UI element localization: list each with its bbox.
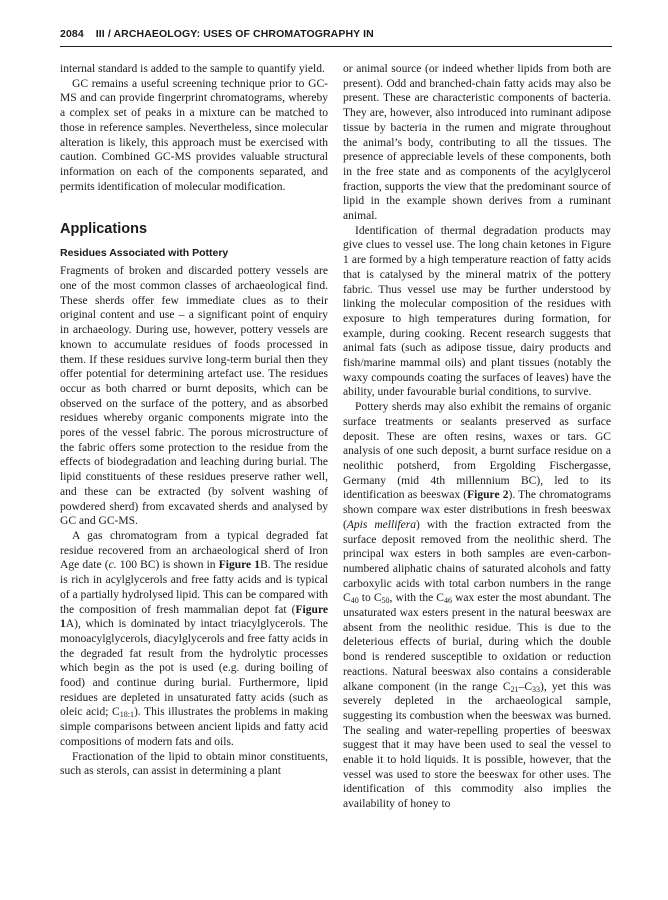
running-title: III / ARCHAEOLOGY: USES OF CHROMATOGRAPHY IN	[95, 28, 374, 40]
section-heading: Applications	[60, 221, 148, 238]
paragraph: A gas chromatogram from a typical degraded fat residue recovered from an archaeological sherd of Iron Age date (c. 100 BC) is shown in Figure 1B. The residue is rich in acylglycerols and free fatty acids and is typical of a partially hydrolysed lipid. This can be compared with the composition of fresh mammalian depot fat (Figure 1A), which is dominated by intact triacylglycerols. The monoacylglycerols, diacylglycerols and free fatty acids in the degraded fat result from the hydrolytic processes which begin as the pot is used (e.g. during boiling of food) and continue during burial. Furthermore, lipid residues are depleted in unsaturated fatty acids (such as oleic acid; $C_{18:1}$). This illustrates the problems in making simple comparisons between ancient lipids and fatty acid compositions of modern fats and oils.	[60, 529, 328, 748]
paragraph: or animal source (or indeed whether lipids from both are present). Odd and branched-chain fatty acids may also be present. These are characteristic components of bacteria. They are, however, also introduced into ruminant adipose tissue by bacteria in the rumen and migrate throughout the animal’s body, contributing to all the tissues. The presence of appreciable levels of these components, both in the free state and as components of the acylglycerol fraction, supports the view that the predominant source of lipid in the example shown derives from a ruminant animal.	[343, 63, 611, 223]
species-name: Apis mellifera	[346, 518, 417, 531]
paragraph: Fractionation of the lipid to obtain minor constituents, such as sterols, can assist in determining a plant	[60, 750, 328, 778]
left-column	[60, 62, 328, 779]
running-head	[60, 28, 612, 46]
right-column	[343, 62, 611, 812]
subsection-heading: Residues Associated with Pottery	[60, 247, 229, 260]
page-number: 2084	[60, 28, 84, 40]
paragraph: Pottery sherds may also exhibit the remains of organic surface treatments or sealants preserved as surface deposit. These are often resins, waxes or tars. GC analysis of one such deposit, a burnt surface residue on a neolithic potsherd, from Ergolding Fischergasse, Germany (mid 4th millennium BC), led to its identification as beeswax (Figure 2). The chromatograms shown compare wax ester distributions in fresh beeswax (Apis mellifera) with the fraction extracted from the surface deposit removed from the neolithic sherd. The principal wax esters in both samples are even-carbon-numbered aliphatic chains of saturated alcohols and fatty carboxylic acids with total carbon numbers in the range $C_{40}$ to $C_{50}$, with the $C_{46}$ wax ester the most abundant. The unsaturated wax esters present in the natural beeswax are absent from the neolithic residue. This is due to the deleterious effects of burial, during which the double bond is rendered susceptible to oxidation or reduction reactions. Natural beeswax also contains a considerable alkane component (in the range $C_{21}-C_{33}$), yet this was severely depleted in the archaeological sample, suggesting its combustion when the beeswax was burned. The sealing and water-repelling properties of beeswax suggest that it may have been used to seal the vessel to enable it to hold liquids. It is possible, however, that the vessel was used to store the beeswax for other uses. The identification of this commodity also implies the availability of honey to	[343, 401, 612, 811]
paragraph: Identification of thermal degradation products may give clues to vessel use. The long chain ketones in Figure 1 are formed by a high temperature reaction of fatty acids that is catalysed by the mineral matrix of the pottery fabric. Thus vessel use may be further understood by linking the molecular composition of the residues with exposure to high temperatures during formation, for example, during cooking. Recent research suggests that animal fats (such as adipose tissue, dairy products and fish/marine mammal oils) and plant tissues (notably the waxy compounds coating the surfaces of leaves) have the ability, under favourable burial conditions, to survive.	[343, 224, 611, 399]
figure-reference: Figure 1	[60, 603, 328, 631]
paragraph: GC remains a useful screening technique prior to GC-MS and can provide fingerprint chromatograms, whereby a complex set of peaks in a mixture can be matched to those in reference samples. Nevertheless, since molecular alteration is likely, this approach must be exercised with caution. Combined GC-MS provides valuable structural information on each of the components separated, and permits identification of molecular modification.	[60, 77, 328, 193]
paragraph: internal standard is added to the sample to quantify yield.	[60, 63, 325, 75]
header-rule	[60, 46, 612, 47]
paragraph: Fragments of broken and discarded pottery vessels are one of the most common classes of archaeological find. These sherds offer few immediate clues as to their original content and use – a significant point of enquiry in archaeology. During use, however, pottery vessels are known to accumulate residues of foods processed in them. If these residues survive long-term burial then they offer potential for determining artefact use. The residues occur as both charred or burnt deposits, which can be observed on the surface of the pottery, and as absorbed residues whereby organic components migrate into the pores of the vessel fabric. The porous microstructure of the fabric offers some protection to the residue from the effects of biodegradation and leaching during burial. The lipid constituents of these residues preserve rather well, and these can be extracted (by solvent washing of powdered sherd) from excavated sherds and analysed by GC and GC-MS.	[60, 265, 328, 528]
figure-reference: Figure 1	[218, 559, 261, 572]
figure-reference: Figure 2	[467, 489, 509, 502]
